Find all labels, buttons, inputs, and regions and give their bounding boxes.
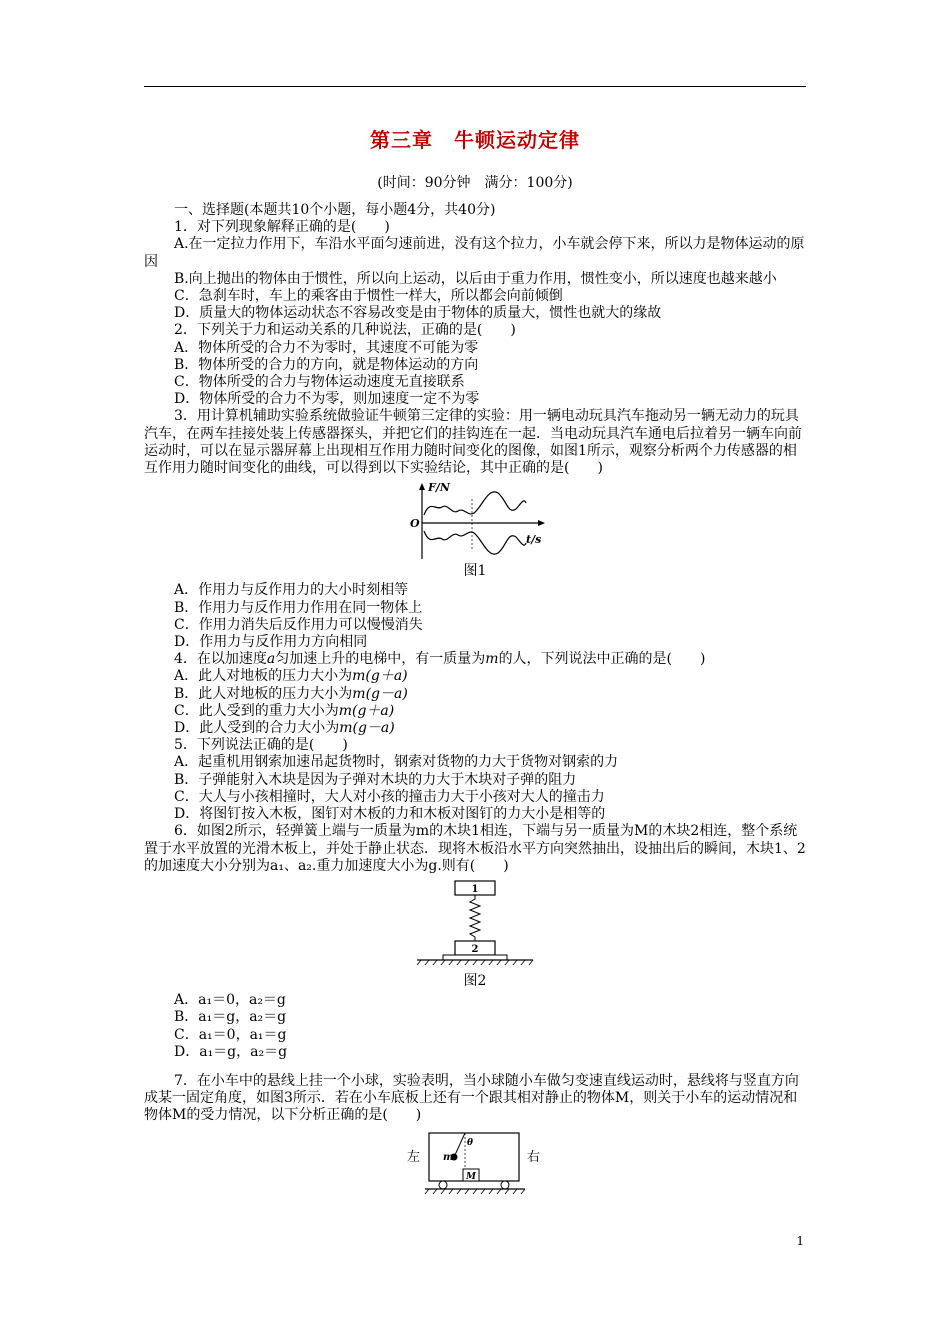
- force-time-graph: [400, 481, 550, 561]
- q5-option-b: B．子弹能射入木块是因为子弹对木块的力大于木块对子弹的阻力: [174, 771, 577, 788]
- figure-1-caption: 图1: [463, 563, 487, 580]
- q2-option-d: D．物体所受的合力不为零，则加速度一定不为零: [174, 391, 480, 408]
- block-m-label: M: [466, 1171, 476, 1182]
- x-axis-label: t/s: [526, 533, 542, 547]
- section-heading: 一、选择题(本题共10个小题，每小题4分，共40分): [174, 202, 496, 218]
- q5-stem: 5．下列说法正确的是( ): [174, 737, 348, 754]
- q1-option-b: B.向上抛出的物体由于惯性，所以向上运动，以后由于重力作用，惯性变小，所以速度也越来越小: [174, 270, 777, 287]
- page-title: 第三章 牛顿运动定律: [370, 128, 580, 152]
- y-axis-label: F/N: [428, 481, 450, 495]
- q3-option-b: B．作用力与反作用力作用在同一物体上: [174, 599, 423, 616]
- q6-stem: 6．如图2所示，轻弹簧上端与一质量为m的木块1相连，下端与另一质量为M的木块2相连，整个系统置于水平放置的光滑木板上，并处于静止状态．现将木板沿水平方向突然抽出，设抽出后的瞬间，木块1、2的加速度大小分别为a₁、a₂.重力加速度大小为g.则有( ): [144, 823, 806, 874]
- q6-option-a: A．a₁＝0，a₂＝g: [174, 992, 286, 1009]
- figure-1: [144, 481, 806, 580]
- q1-stem: 1．对下列现象解释正确的是( ): [174, 219, 390, 236]
- left-label: 左: [407, 1149, 421, 1165]
- page-number: 1: [796, 1234, 804, 1248]
- q4-option-b: B．此人对地板的压力大小为m(g－a): [174, 685, 408, 702]
- figure-2-caption: 图2: [463, 972, 487, 989]
- q2-option-c: C．物体所受的合力与物体运动速度无直接联系: [174, 374, 465, 391]
- origin-label: O: [410, 517, 420, 531]
- figure-3: [144, 1129, 806, 1199]
- q6-option-d: D．a₁＝g，a₂＝g: [174, 1043, 288, 1060]
- header-rule: [144, 86, 806, 87]
- q5-option-c: C．大人与小孩相撞时，大人对小孩的撞击力大于小孩对大人的撞击力: [174, 788, 605, 805]
- q1-option-d: D．质量大的物体运动状态不容易改变是由于物体的质量大，惯性也就大的缘故: [174, 305, 662, 322]
- theta-label: θ: [467, 1137, 474, 1148]
- q3-option-d: D．作用力与反作用力方向相同: [174, 634, 368, 651]
- q3-option-c: C．作用力消失后反作用力可以慢慢消失: [174, 616, 423, 633]
- q4-option-c: C．此人受到的重力大小为m(g＋a): [174, 702, 395, 719]
- right-label: 右: [527, 1149, 541, 1165]
- q6-option-b: B．a₁＝g，a₂＝g: [174, 1009, 287, 1026]
- document-body: [144, 202, 806, 1201]
- q1-option-a: A.在一定拉力作用下，车沿水平面匀速前进，没有这个拉力，小车就会停下来，所以力是物体运动的原因: [144, 236, 805, 270]
- q2-option-b: B．物体所受的合力的方向，就是物体运动的方向: [174, 356, 479, 373]
- q6-option-c: C．a₁＝0，a₁＝g: [174, 1026, 287, 1043]
- q5-option-a: A．起重机用钢索加速吊起货物时，钢索对货物的力大于货物对钢索的力: [174, 754, 619, 771]
- q3-option-a: A．作用力与反作用力的大小时刻相等: [174, 582, 409, 599]
- q2-stem: 2．下列关于力和运动关系的几种说法，正确的是( ): [174, 322, 516, 339]
- q1-option-c: C．急刹车时，车上的乘客由于惯性一样大，所以都会向前倾倒: [174, 288, 563, 305]
- page-subtitle: (时间：90分钟 满分：100分): [377, 175, 573, 191]
- q3-stem: 3．用计算机辅助实验系统做验证牛顿第三定律的实验：用一辆电动玩具汽车拖动另一辆无动力的玩具汽车，在两车挂接处装上传感器探头，并把它们的挂钩连在一起．当电动玩具汽车通电后拉着另一辆车向前运动时，可以在显示器屏幕上出现相互作用力随时间变化的图像，如图1所示，观察分析两个力传感器的相互作用力随时间变化的曲线，可以得到以下实验结论，其中正确的是( ): [144, 408, 802, 477]
- ball-label: m: [443, 1151, 454, 1163]
- cart-pendulum-diagram: [405, 1129, 545, 1199]
- q2-option-a: A．物体所受的合力不为零时，其速度不可能为零: [174, 339, 479, 356]
- q7-stem: 7．在小车中的悬线上挂一个小球，实验表明，当小球随小车做匀变速直线运动时，悬线将与竖直方向成某一固定角度，如图3所示．若在小车底板上还有一个跟其相对静止的物体M，则关于小车的运动情况和物体M的受力情况，以下分析正确的是( ): [144, 1072, 799, 1124]
- block-1-label: 1: [471, 883, 479, 895]
- q4-option-d: D．此人受到的合力大小为m(g－a): [174, 720, 395, 737]
- q4-stem: 4．在以加速度a匀加速上升的电梯中，有一质量为m的人，下列说法中正确的是( ): [174, 651, 706, 668]
- block-2-label: 2: [471, 943, 479, 955]
- spring-blocks-diagram: [415, 879, 535, 971]
- q4-option-a: A．此人对地板的压力大小为m(g＋a): [174, 668, 408, 685]
- q5-option-d: D．将图钉按入木板，图钉对木板的力和木板对图钉的力大小是相等的: [174, 806, 606, 823]
- figure-2: [144, 879, 806, 990]
